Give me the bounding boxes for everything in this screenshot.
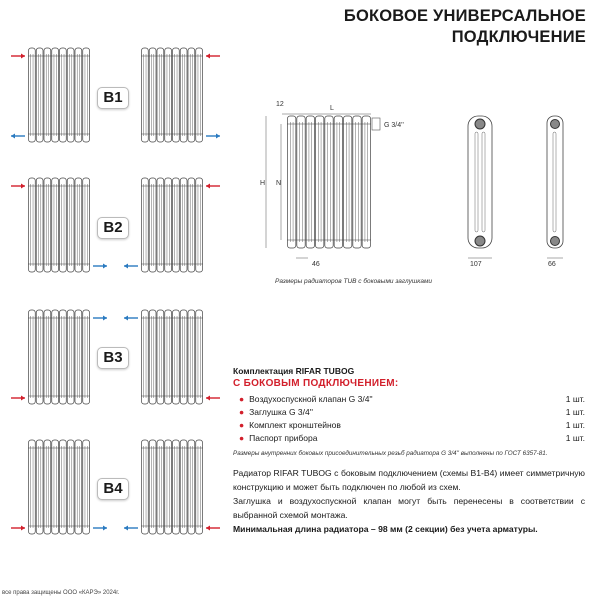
kit-item-label: Заглушка G 3/4'' [249, 407, 313, 417]
kit-item-name [239, 393, 373, 406]
radiator-B3-right [141, 310, 203, 404]
dim-offset: 12 [276, 101, 284, 108]
radiator-B3-left [28, 310, 90, 404]
radiator-section [165, 440, 172, 534]
radiator-section [196, 48, 203, 142]
arrow-head [11, 134, 15, 139]
nipple-icon [551, 120, 560, 129]
radiator-section [180, 440, 187, 534]
nipple-icon [551, 237, 560, 246]
radiator-section [288, 116, 296, 248]
radiator-section [344, 116, 352, 248]
radiator-B4-right [141, 440, 203, 534]
radiator-section [52, 48, 59, 142]
dim-depth-3col: 107 [470, 261, 482, 268]
scheme-badge-b4: B4 [97, 478, 129, 500]
arrow-head [103, 526, 107, 531]
radiator-section [29, 310, 36, 404]
dim-depth-2col: 66 [548, 261, 556, 268]
scheme-badge-b1: B1 [97, 87, 129, 109]
title-line-1: БОКОВОЕ УНИВЕРСАЛЬНОЕ [343, 7, 586, 25]
radiator-section [142, 48, 149, 142]
radiator-B2-right [141, 178, 203, 272]
radiator-section [165, 48, 172, 142]
radiator-section [149, 440, 156, 534]
arrow-head [21, 396, 25, 401]
valve-plug [372, 118, 380, 130]
radiator-section [188, 178, 195, 272]
arrow-head [103, 316, 107, 321]
radiator-section [52, 178, 59, 272]
radiator-section [165, 310, 172, 404]
flow-arrow-icon [124, 264, 138, 269]
arrow-head [206, 396, 210, 401]
technical-front-view [287, 116, 371, 248]
radiator-section [173, 440, 180, 534]
radiator-section [75, 440, 82, 534]
radiator-section [36, 440, 43, 534]
kit-note: Размеры внутренних боковых присоединительных резьб радиатора G 3/4'' выполнены по ГОСТ 6357-81. [233, 450, 548, 457]
flow-arrow-icon [124, 316, 138, 321]
radiator-section [142, 440, 149, 534]
flow-arrow-icon [11, 526, 25, 531]
kit-item-label: Воздухоспускной клапан G 3/4'' [249, 394, 373, 404]
radiator-section [44, 310, 51, 404]
radiator-section [149, 310, 156, 404]
side-view-3col [468, 116, 492, 248]
radiator-section [36, 310, 43, 404]
kit-item [233, 432, 585, 445]
radiator-section [75, 178, 82, 272]
dim-pitch: 46 [312, 261, 320, 268]
description [233, 466, 585, 536]
arrow-head [103, 264, 107, 269]
radiator-section [29, 178, 36, 272]
flow-arrow-icon [93, 316, 107, 321]
scheme-badge-b3: B3 [97, 347, 129, 369]
flow-arrow-icon [206, 396, 220, 401]
radiator-section [44, 178, 51, 272]
radiator-section [196, 310, 203, 404]
radiator-section [196, 178, 203, 272]
bullet-icon: ● [239, 420, 245, 430]
radiator-section [149, 48, 156, 142]
dim-length: L [330, 105, 334, 112]
radiator-section [180, 48, 187, 142]
arrow-head [21, 54, 25, 59]
radiator-section [334, 116, 342, 248]
radiator-section [75, 48, 82, 142]
radiator-section [83, 178, 90, 272]
arrow-head [206, 54, 210, 59]
radiator-section [157, 178, 164, 272]
kit-item-qty: 1 шт. [565, 407, 585, 417]
radiator-section [83, 440, 90, 534]
radiator-section [60, 440, 67, 534]
radiator-section [60, 48, 67, 142]
radiator-section [60, 178, 67, 272]
flow-arrow-icon [206, 134, 220, 139]
radiator-section [36, 48, 43, 142]
arrow-head [21, 184, 25, 189]
radiator-section [157, 440, 164, 534]
radiator-section [306, 116, 314, 248]
radiator-section [52, 440, 59, 534]
radiator-section [83, 310, 90, 404]
radiator-section [188, 440, 195, 534]
radiator-section [325, 116, 333, 248]
flow-arrow-icon [206, 526, 220, 531]
kit-item-name [239, 432, 317, 445]
page-title [344, 6, 586, 48]
radiator-section [29, 440, 36, 534]
scheme-badge-b2: B2 [97, 217, 129, 239]
radiator-section [44, 440, 51, 534]
radiator-section [67, 178, 74, 272]
arrow-head [216, 134, 220, 139]
flow-arrow-icon [11, 184, 25, 189]
radiator-section [362, 116, 370, 248]
radiator-section [165, 178, 172, 272]
arrow-head [124, 526, 128, 531]
kit-subtitle: С БОКОВЫМ ПОДКЛЮЧЕНИЕМ: [233, 378, 399, 389]
radiator-section [75, 310, 82, 404]
kit-item-qty: 1 шт. [565, 394, 585, 404]
radiator-section [67, 48, 74, 142]
radiator-section [142, 178, 149, 272]
kit-item-name [239, 419, 341, 432]
radiator-section [188, 310, 195, 404]
bullet-icon: ● [239, 433, 245, 443]
description-p3: Минимальная длина радиатора – 98 мм (2 секции) без учета арматуры. [233, 524, 538, 534]
radiator-section [60, 310, 67, 404]
radiator-section [173, 310, 180, 404]
kit-item [233, 393, 585, 406]
radiator-section [29, 48, 36, 142]
dim-height: H [260, 180, 266, 187]
radiator-section [173, 48, 180, 142]
radiator-B2-left [28, 178, 90, 272]
kit-item-name [239, 406, 313, 419]
dim-thread: G 3/4'' [384, 122, 404, 129]
radiator-section [157, 48, 164, 142]
arrow-head [124, 316, 128, 321]
radiator-section [180, 310, 187, 404]
radiator-section [353, 116, 361, 248]
flow-arrow-icon [206, 184, 220, 189]
radiator-B1-left [28, 48, 90, 142]
radiator-B1-right [141, 48, 203, 142]
drawing-caption: Размеры радиаторов TUB с боковыми заглушками [275, 278, 433, 285]
radiator-section [149, 178, 156, 272]
radiator-section [173, 178, 180, 272]
kit-item [233, 419, 585, 432]
flow-arrow-icon [11, 54, 25, 59]
nipple-icon [475, 119, 485, 129]
description-p1: Радиатор RIFAR TUBOG с боковым подключением (схемы В1-В4) имеет симметричную конструкцию и может быть подключен по любой из схем. [233, 468, 585, 492]
radiator-section [83, 48, 90, 142]
copyright-footer: все права защищены ООО «КАРЭ» 2024г. [2, 590, 120, 596]
radiator-section [142, 310, 149, 404]
arrow-head [21, 526, 25, 531]
flow-arrow-icon [11, 396, 25, 401]
radiator-section [36, 178, 43, 272]
radiator-section [44, 48, 51, 142]
radiator-section [188, 48, 195, 142]
arrow-head [206, 184, 210, 189]
kit-item-qty: 1 шт. [565, 420, 585, 430]
flow-arrow-icon [206, 54, 220, 59]
radiator-section [180, 178, 187, 272]
kit-item-label: Паспорт прибора [249, 433, 318, 443]
kit-item-qty: 1 шт. [565, 433, 585, 443]
flow-arrow-icon [11, 134, 25, 139]
radiator-section [297, 116, 305, 248]
radiator-section [196, 440, 203, 534]
nipple-icon [475, 236, 485, 246]
radiator-section [52, 310, 59, 404]
side-view-2col [547, 116, 563, 248]
flow-arrow-icon [93, 264, 107, 269]
flow-arrow-icon [124, 526, 138, 531]
title-line-2: ПОДКЛЮЧЕНИЕ [451, 28, 586, 46]
bullet-icon: ● [239, 394, 245, 404]
bullet-icon: ● [239, 407, 245, 417]
arrow-head [124, 264, 128, 269]
radiator-B4-left [28, 440, 90, 534]
flow-arrow-icon [93, 526, 107, 531]
radiator-section [67, 310, 74, 404]
dim-axis: N [276, 180, 282, 187]
radiator-section [157, 310, 164, 404]
kit-section [233, 366, 585, 457]
arrow-head [206, 526, 210, 531]
kit-item [233, 406, 585, 419]
description-p2: Заглушка и воздухоспускной клапан могут быть перенесены в соответствии с выбранной схемой монтажа. [233, 496, 585, 520]
radiator-section [316, 116, 324, 248]
kit-title: Комплектация RIFAR TUBOG [233, 366, 355, 376]
kit-item-label: Комплект кронштейнов [249, 420, 341, 430]
radiator-section [67, 440, 74, 534]
